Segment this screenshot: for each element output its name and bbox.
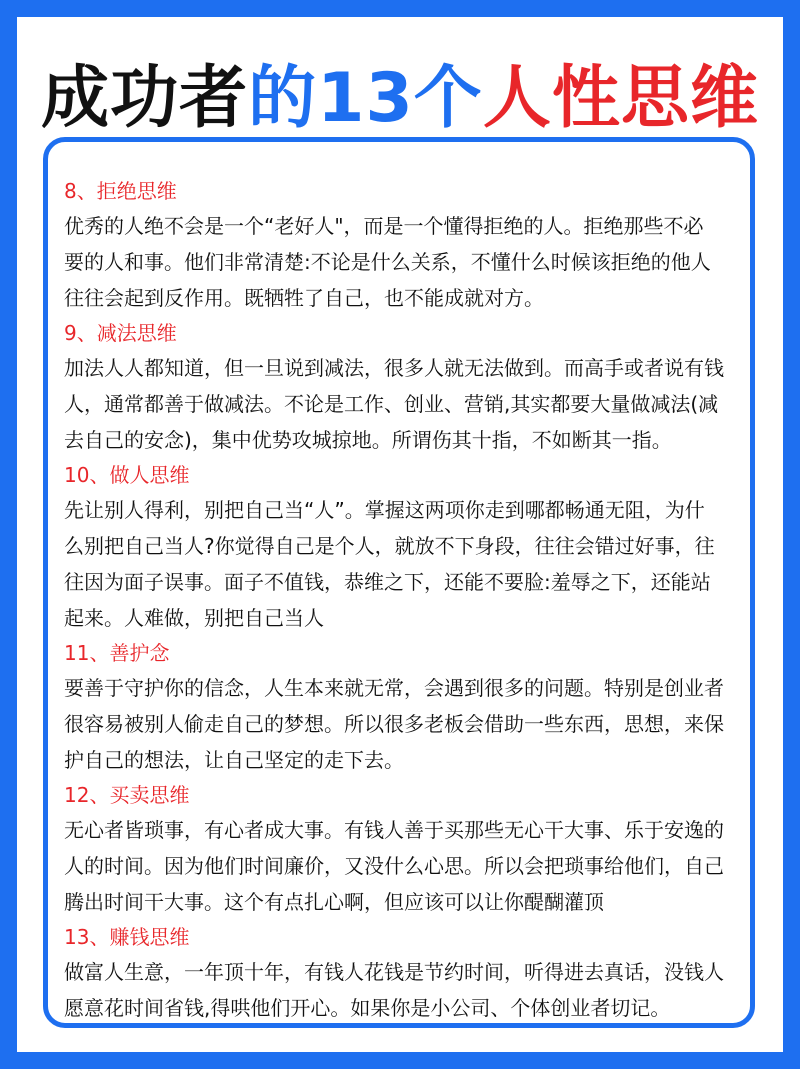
title-part-red: 人性思维	[482, 59, 759, 138]
section-11	[64, 636, 734, 778]
body-line: 要善于守护你的信念，人生本来就无常，会遇到很多的问题。特别是创业者	[64, 676, 724, 700]
body-line: 往往会起到反作用。既牺牲了自己，也不能成就对方。	[64, 286, 544, 310]
body-line: 先让别人得利，别把自己当“人”。掌握这两项你走到哪都畅通无阻，为什	[64, 498, 705, 522]
section-8	[64, 174, 734, 316]
body-line: 护自己的想法，让自己坚定的走下去。	[64, 748, 404, 772]
body-line: 人，通常都善于做减法。不论是工作、创业、营销,其实都要大量做减法(减	[64, 392, 719, 416]
content-panel	[43, 137, 755, 1028]
section-heading: 12、买卖思维	[64, 783, 190, 807]
body-line: 很容易被别人偷走自己的梦想。所以很多老板会借助一些东西，思想，来保	[64, 712, 724, 736]
section-heading: 10、做人思维	[64, 463, 190, 487]
body-line: 做富人生意，一年顶十年，有钱人花钱是节约时间，听得进去真话，没钱人	[64, 960, 724, 984]
section-heading: 13、赚钱思维	[64, 925, 190, 949]
body-line: 要的人和事。他们非常清楚:不论是什么关系，不懂什么时候该拒绝的他人	[64, 250, 711, 274]
section-body	[64, 954, 734, 1026]
section-body	[64, 350, 734, 458]
body-line: 么别把自己当人?你觉得自己是个人，就放不下身段，往往会错过好事，往	[64, 534, 715, 558]
section-body	[64, 812, 734, 920]
section-heading: 8、拒绝思维	[64, 179, 177, 203]
section-heading: 11、善护念	[64, 641, 170, 665]
section-body	[64, 208, 734, 316]
body-line: 腾出时间干大事。这个有点扎心啊，但应该可以让你醍醐灌顶	[64, 890, 604, 914]
body-line: 往因为面子误事。面子不值钱，恭维之下，还能不要脸:羞辱之下，还能站	[64, 570, 711, 594]
section-10	[64, 458, 734, 636]
section-12	[64, 778, 734, 920]
body-line: 优秀的人绝不会是一个“老好人"，而是一个懂得拒绝的人。拒绝那些不必	[64, 214, 704, 238]
body-line: 愿意花时间省钱,得哄他们开心。如果你是小公司、个体创业者切记。	[64, 996, 671, 1020]
page-title	[17, 57, 783, 141]
body-line: 起来。人难做，别把自己当人	[64, 606, 324, 630]
section-heading: 9、减法思维	[64, 321, 177, 345]
section-13	[64, 920, 734, 1026]
body-line: 人的时间。因为他们时间廉价，又没什么心思。所以会把琐事给他们，自己	[64, 854, 724, 878]
title-part-blue: 的13个	[248, 59, 483, 138]
section-body	[64, 492, 734, 636]
section-body	[64, 670, 734, 778]
page-sheet	[17, 17, 783, 1052]
title-part-black: 成功者	[41, 59, 249, 138]
section-9	[64, 316, 734, 458]
body-line: 无心者皆琐事，有心者成大事。有钱人善于买那些无心干大事、乐于安逸的	[64, 818, 724, 842]
body-line: 去自己的安念)，集中优势攻城掠地。所谓伤其十指，不如断其一指。	[64, 428, 672, 452]
body-line: 加法人人都知道，但一旦说到减法，很多人就无法做到。而高手或者说有钱	[64, 356, 724, 380]
